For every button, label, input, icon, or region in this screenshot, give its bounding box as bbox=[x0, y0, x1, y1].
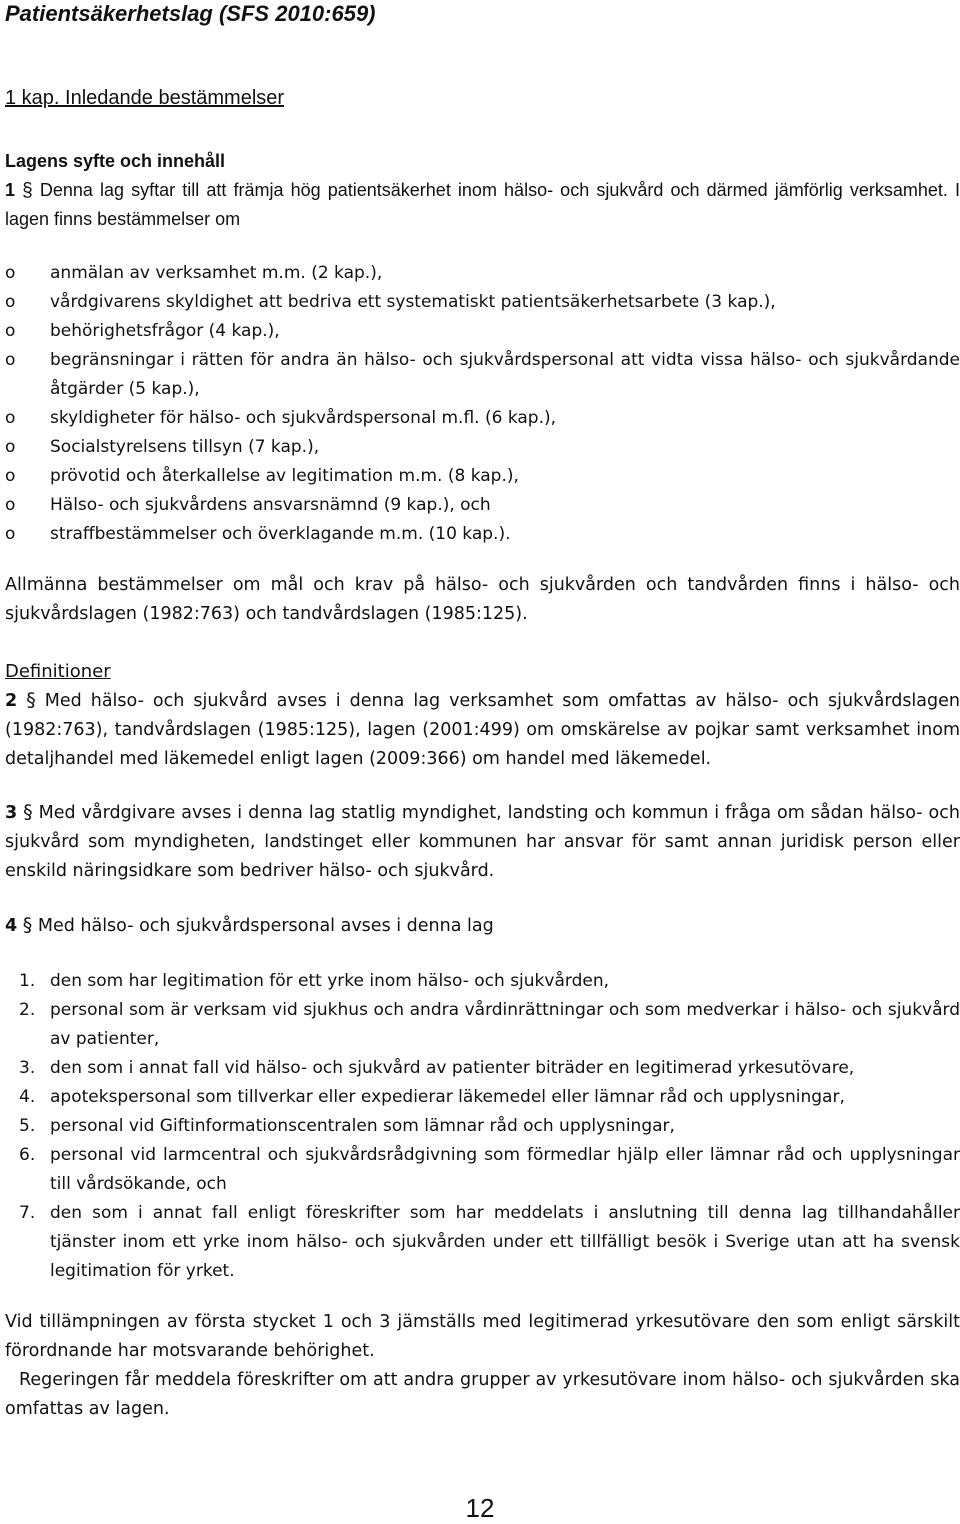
list-item: o vårdgivarens skyldighet att bedriva ett systematiskt patientsäkerhetsarbete (3 kap.), bbox=[5, 288, 960, 317]
chapter-heading: 1 kap. Inledande bestämmelser bbox=[5, 87, 285, 109]
list-item: o Hälso- och sjukvårdens ansvarsnämnd (9 kap.), och bbox=[5, 491, 960, 520]
paragraph-text: Med hälso- och sjukvård avses i denna lag verksamhet som omfattas av hälso- och sjukvårdslagen (1982:763), tandvårdslagen (1985:125), lagen (2001:499) om omskärelse av pojkar samt verksamhet inom detaljhandel med läkemedel enligt lagen (2009:366) om handel med läkemedel. bbox=[5, 691, 960, 769]
government-paragraph bbox=[5, 1366, 960, 1424]
paragraph-text: Denna lag syftar till att främja hög patientsäkerhet inom hälso- och sjukvård och därmed jämförlig verksamhet. I lagen finns bestämmelser om bbox=[5, 180, 960, 229]
definitions-heading: Definitioner bbox=[5, 661, 111, 682]
personnel-list bbox=[5, 967, 960, 1286]
section-symbol: § bbox=[22, 914, 33, 936]
paragraph-number: 1 bbox=[5, 180, 16, 200]
list-number: 7. bbox=[19, 1203, 36, 1223]
list-item bbox=[5, 1083, 960, 1112]
list-item: o behörighetsfrågor (4 kap.), bbox=[5, 317, 960, 346]
paragraph-1 bbox=[5, 176, 960, 234]
section-heading: Lagens syfte och innehåll bbox=[5, 151, 226, 171]
list-text: personal vid Giftinformationscentralen som lämnar råd och upplysningar, bbox=[50, 1116, 675, 1136]
list-item: o Socialstyrelsens tillsyn (7 kap.), bbox=[5, 433, 960, 462]
list-text: apotekspersonal som tillverkar eller expedierar läkemedel eller lämnar råd och upplysningar, bbox=[50, 1087, 845, 1107]
list-item: o skyldigheter för hälso- och sjukvårdspersonal m.fl. (6 kap.), bbox=[5, 404, 960, 433]
list-text: den som i annat fall enligt föreskrifter som har meddelats i anslutning till denna lag tillhandahåller tjänster inom ett yrke inom hälso- och sjukvården under ett tillfälligt besök i Sverige utan att ha svensk legitimation för yrket. bbox=[50, 1203, 960, 1281]
list-text: personal som är verksam vid sjukhus och andra vårdinrättningar och som medverkar i hälso- och sjukvård av patienter, bbox=[50, 1000, 960, 1049]
list-item bbox=[5, 996, 960, 1054]
list-number: 1. bbox=[19, 971, 36, 991]
page-number: 12 bbox=[465, 1493, 495, 1523]
list-item: o straffbestämmelser och överklagande m.m. (10 kap.). bbox=[5, 520, 960, 549]
paragraph-number: 2 bbox=[5, 691, 18, 711]
list-item: o prövotid och återkallelse av legitimation m.m. (8 kap.), bbox=[5, 462, 960, 491]
section-symbol: § bbox=[23, 801, 33, 823]
paragraph-text: Med hälso- och sjukvårdspersonal avses i denna lag bbox=[37, 916, 494, 936]
list-number: 4. bbox=[19, 1087, 36, 1107]
list-text: personal vid larmcentral och sjukvårdsrådgivning som förmedlar hjälp eller lämnar råd och upplysningar till vårdsökande, och bbox=[50, 1145, 960, 1194]
general-provisions-paragraph: Allmänna bestämmelser om mål och krav på hälso- och sjukvården och tandvården finns i hälso- och sjukvårdslagen (1982:763) och tandvårdslagen (1985:125). bbox=[5, 575, 960, 624]
application-paragraph: Vid tillämpningen av första stycket 1 och 3 jämställs med legitimerad yrkesutövare den som enligt särskilt förordnande har motsvarande behörighet. bbox=[5, 1312, 960, 1361]
list-item bbox=[5, 1199, 960, 1286]
list-text: den som i annat fall vid hälso- och sjukvård av patienter biträder en legitimerad yrkesutövare, bbox=[50, 1058, 855, 1078]
section-symbol: § bbox=[22, 180, 33, 201]
list-number: 2. bbox=[19, 1000, 36, 1020]
list-item bbox=[5, 1112, 960, 1141]
paragraph-4 bbox=[5, 911, 960, 941]
section-symbol: § bbox=[26, 689, 36, 711]
list-number: 3. bbox=[19, 1058, 36, 1078]
list-number: 5. bbox=[19, 1116, 36, 1136]
paragraph-text: Regeringen får meddela föreskrifter om att andra grupper av yrkesutövare inom hälso- och sjukvården ska omfattas av lagen. bbox=[5, 1370, 960, 1419]
paragraph-number: 4 bbox=[5, 916, 18, 936]
paragraph-number: 3 bbox=[5, 803, 18, 823]
list-item bbox=[5, 967, 960, 996]
paragraph-text: Med vårdgivare avses i denna lag statlig myndighet, landsting och kommun i fråga om sådan hälso- och sjukvård som myndigheten, landstinget eller kommunen har ansvar för samt annan juridisk person eller enskild näringsidkare som bedriver hälso- och sjukvård. bbox=[5, 803, 960, 881]
list-number: 6. bbox=[19, 1145, 36, 1165]
paragraph-3 bbox=[5, 798, 960, 886]
chapter-list bbox=[5, 259, 960, 549]
list-item bbox=[5, 1054, 960, 1083]
paragraph-2 bbox=[5, 686, 960, 774]
list-item bbox=[5, 1141, 960, 1199]
list-item: o anmälan av verksamhet m.m. (2 kap.), bbox=[5, 259, 960, 288]
list-text: den som har legitimation för ett yrke inom hälso- och sjukvården, bbox=[50, 971, 609, 991]
list-item: o begränsningar i rätten för andra än hälso- och sjukvårdspersonal att vidta vissa hälso- och sjukvårdande åtgärder (5 kap.), bbox=[5, 346, 960, 404]
document-title: Patientsäkerhetslag (SFS 2010:659) bbox=[5, 1, 376, 26]
